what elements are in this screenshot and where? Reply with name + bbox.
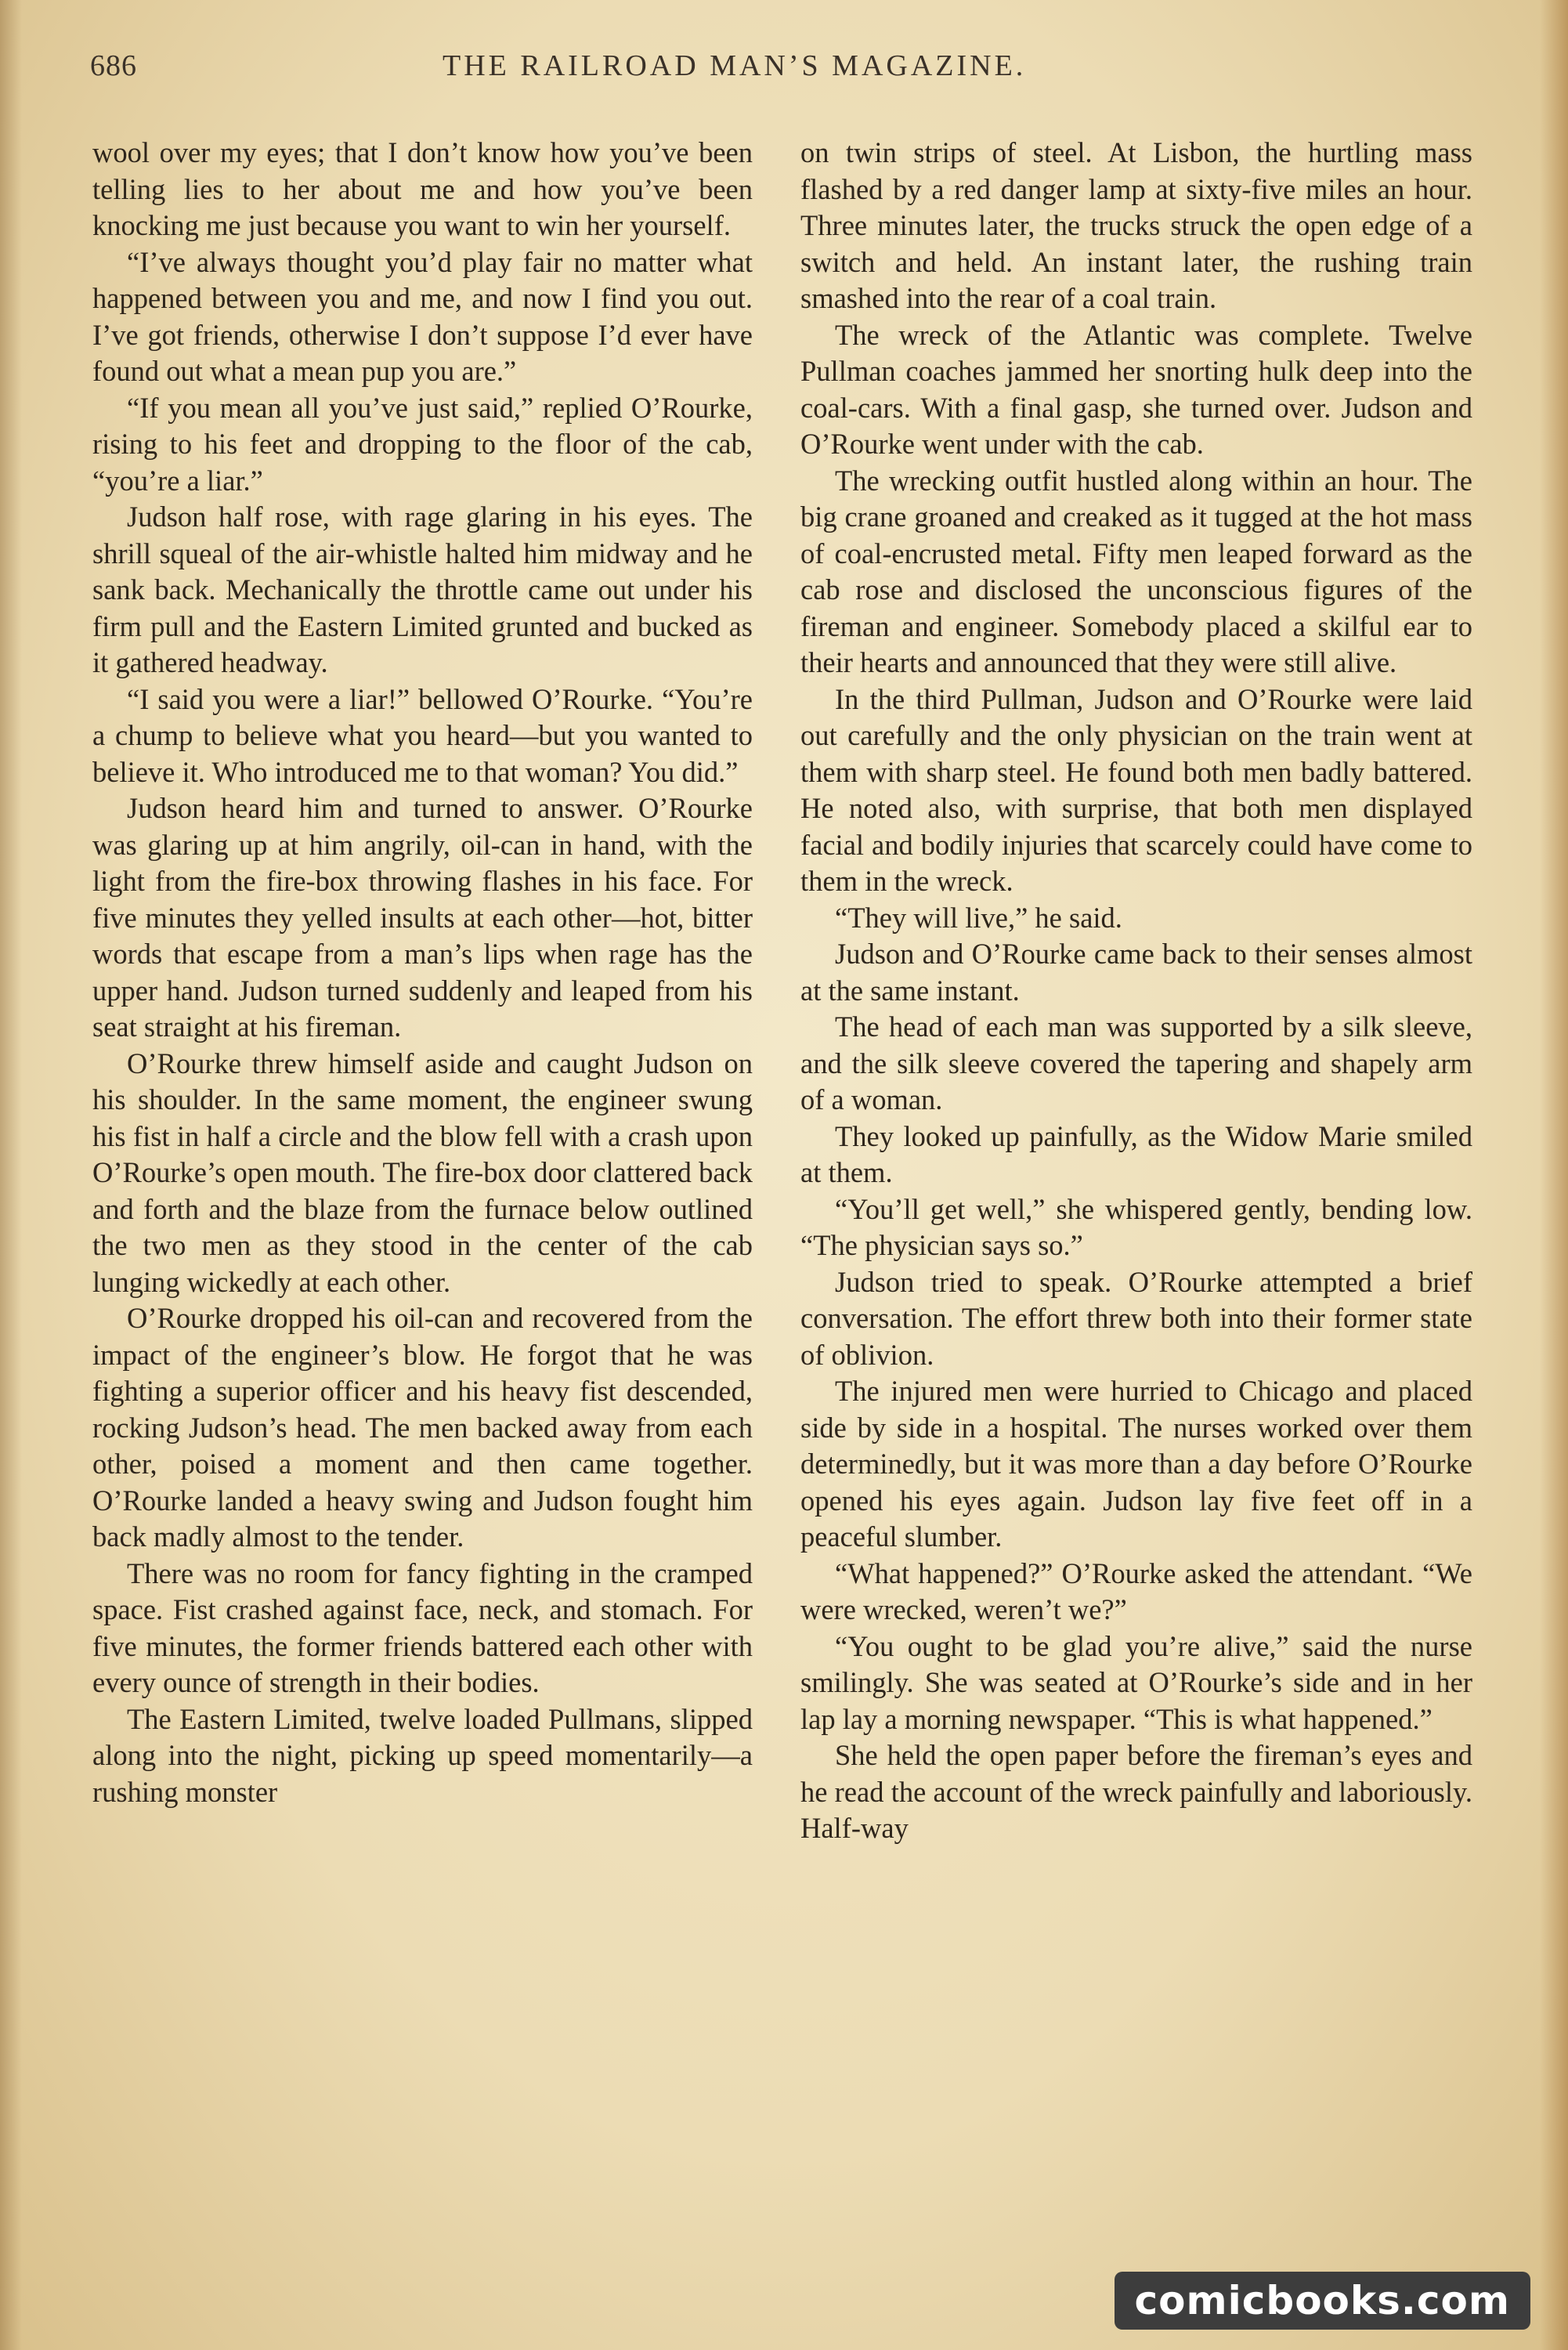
right-column (800, 135, 1472, 1847)
paragraph: The Eastern Limited, twelve loaded Pullmans, slipped along into the night, picking up speed momentarily—a rushing monster (92, 1702, 753, 1808)
paragraph: Judson half rose, with rage glaring in his eyes. The shrill squeal of the air-whistle halted him midway and he sank back. Mechanically the throttle came out under his firm pull and the Eastern Limited grunted and bucked as it gathered headway. (92, 501, 753, 678)
paragraph: “They will live,” he said. (835, 901, 1122, 934)
paragraph: The injured men were hurried to Chicago and placed side by side in a hospital. The nurses worked over them determinedly, but it was more than a day before O’Rourke opened his eyes again. Judson lay five feet off in a peaceful slumber. (800, 1375, 1472, 1553)
paragraph: She held the open paper before the fireman’s eyes and he read the account of the wreck painfully and laboriously. Half-way (800, 1739, 1472, 1844)
paragraph: The wreck of the Atlantic was complete. Twelve Pullman coaches jammed her snorting hulk deep into the coal-cars. With a final gasp, she turned over. Judson and O’Rourke went under with the cab. (800, 318, 1472, 460)
magazine-title: THE RAILROAD MAN’S MAGAZINE. (443, 49, 1027, 82)
running-head (90, 49, 1476, 96)
paragraph: on twin strips of steel. At Lisbon, the hurtling mass flashed by a red danger lamp at sixty-five miles an hour. Three minutes later, the trucks struck the open edge of a switch and held. An instant later, the rushing train smashed into the rear of a coal train. (800, 136, 1472, 314)
paragraph: wool over my eyes; that I don’t know how you’ve been telling lies to her about me and how you’ve been knocking me just because you want to win her yourself. (92, 136, 753, 241)
paragraph: The wrecking outfit hustled along within an hour. The big crane groaned and creaked as it tugged at the hot mass of coal-encrusted metal. Fifty men leaped forward as the cab rose and disclosed the unconscious figures of the fireman and engineer. Somebody placed a skilful ear to their hearts and announced that they were still alive. (800, 464, 1472, 678)
paragraph: There was no room for fancy fighting in the cramped space. Fist crashed against face, neck, and stomach. For five minutes, the former friends battered each other with every ounce of strength in their bodies. (92, 1556, 753, 1698)
paragraph: They looked up painfully, as the Widow Marie smiled at them. (800, 1119, 1472, 1188)
paragraph: O’Rourke threw himself aside and caught Judson on his shoulder. In the same moment, the engineer swung his fist in half a circle and the blow fell with a crash upon O’Rourke’s open mouth. The fire-box door clattered back and forth and the blaze from the furnace below outlined the two men as they stood in the center of the cab lunging wickedly at each other. (92, 1047, 753, 1298)
paragraph: The head of each man was supported by a silk sleeve, and the silk sleeve covered the tapering and shapely arm of a woman. (800, 1010, 1472, 1115)
paragraph: “If you mean all you’ve just said,” replied O’Rourke, rising to his feet and dropping to the floor of the cab, “you’re a liar.” (92, 391, 753, 497)
paragraph: Judson heard him and turned to answer. O’Rourke was glaring up at him angrily, oil-can in hand, with the light from the fire-box throwing flashes in his face. For five minutes they yelled insults at each other—hot, bitter words that escape from a man’s lips when rage has the upper hand. Judson turned suddenly and leaped from his seat straight at his fireman. (92, 792, 753, 1043)
page-edge-shadow-left (0, 0, 22, 2350)
paragraph: In the third Pullman, Judson and O’Rourke were laid out carefully and the only physician on the train went at them with sharp steel. He found both men badly battered. He noted also, with surprise, that both men displayed facial and bodily injuries that scarcely could have come to them in the wreck. (800, 682, 1472, 897)
paragraph: “You ought to be glad you’re alive,” said the nurse smilingly. She was seated at O’Rourke’s side and in her lap lay a morning newspaper. “This is what happened.” (800, 1629, 1472, 1735)
watermark-badge (1115, 2272, 1530, 2330)
page-edge-shadow-right (1540, 0, 1568, 2350)
paragraph: “What happened?” O’Rourke asked the attendant. “We were wrecked, weren’t we?” (800, 1556, 1472, 1625)
paragraph: Judson and O’Rourke came back to their senses almost at the same instant. (800, 938, 1472, 1007)
watermark-text: comicbooks.com (1134, 2278, 1510, 2323)
page-number: 686 (90, 49, 137, 82)
paragraph: Judson tried to speak. O’Rourke attempted a brief conversation. The effort threw both into their former state of oblivion. (800, 1265, 1472, 1371)
left-column (92, 135, 753, 1810)
paragraph: “You’ll get well,” she whispered gently, bending low. “The physician says so.” (800, 1192, 1472, 1261)
paragraph: “I’ve always thought you’d play fair no matter what happened between you and me, and now I find you out. I’ve got friends, otherwise I don’t suppose I’d ever have found out what a mean pup you are.” (92, 245, 753, 387)
paragraph: “I said you were a liar!” bellowed O’Rourke. “You’re a chump to believe what you heard—but you wanted to believe it. Who introduced me to that woman? You did.” (92, 682, 753, 788)
paragraph: O’Rourke dropped his oil-can and recovered from the impact of the engineer’s blow. He forgot that he was fighting a superior officer and his heavy fist descended, rocking Judson’s head. The men backed away from each other, poised a moment and then came together. O’Rourke landed a heavy swing and Judson fought him back madly almost to the tender. (92, 1302, 753, 1553)
